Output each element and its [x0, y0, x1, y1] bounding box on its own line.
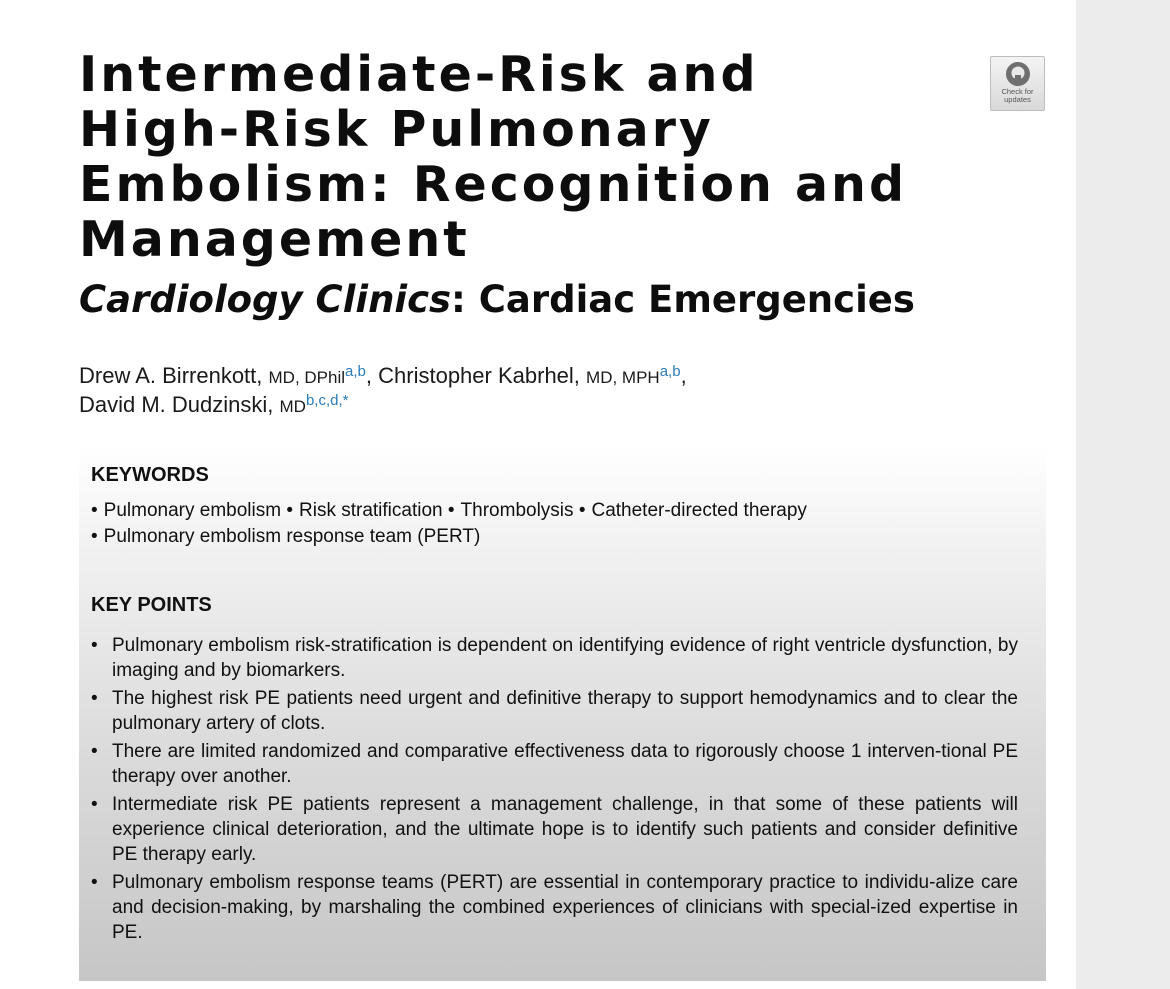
point-bullet: •	[91, 794, 98, 815]
author-separator: ,	[365, 363, 373, 388]
keyword: Catheter-directed therapy	[591, 500, 807, 521]
author-affiliation[interactable]: a,b	[659, 363, 681, 380]
keyword-bullet: •	[91, 526, 98, 547]
title-line: Embolism: Recognition and	[79, 156, 908, 213]
title-line: High-Risk Pulmonary	[79, 101, 714, 158]
key-points-heading: KEY POINTS	[91, 594, 212, 616]
keyword: Thrombolysis	[460, 500, 574, 521]
key-point	[91, 792, 1018, 867]
author-list	[79, 362, 979, 420]
keyword: Pulmonary embolism	[103, 500, 282, 521]
keywords-line-1	[91, 498, 807, 524]
keyword-bullet: •	[91, 500, 98, 521]
point-bullet: •	[91, 635, 98, 656]
keywords-heading: KEYWORDS	[91, 464, 209, 486]
keyword-bullet: •	[447, 500, 455, 521]
badge-label: Check for updates	[1001, 87, 1034, 104]
author-name: David M. Dudzinski,	[79, 392, 274, 417]
key-point	[91, 633, 1018, 683]
keyword: Risk stratification	[299, 500, 443, 521]
crossmark-icon	[1004, 60, 1032, 88]
key-point-text: The highest risk PE patients need urgent and definitive therapy to support hemodynamics and to clear the pulmonary artery of clots.	[112, 688, 1018, 734]
article-subtitle	[79, 277, 915, 323]
key-point-text: Pulmonary embolism response teams (PERT) are essential in contemporary practice to individu-alize care and decision-making, by marshaling the combined experiences of clinicians with special-ized expertise in PE.	[112, 872, 1018, 943]
author-degrees: MD, MPH	[586, 368, 660, 387]
key-points-list	[91, 633, 1018, 948]
keywords-line-2	[91, 524, 480, 550]
title-line: Management	[79, 211, 470, 268]
author-affiliation[interactable]: a,b	[345, 363, 366, 380]
key-point-text: There are limited randomized and comparative effectiveness data to rigorously choose 1 interven-tional PE therapy over another.	[112, 741, 1018, 787]
key-point	[91, 870, 1018, 945]
point-bullet: •	[91, 872, 98, 893]
issue-topic: : Cardiac Emergencies	[451, 278, 915, 321]
key-point-text: Intermediate risk PE patients represent a management challenge, in that some of these patients will experience clinical deterioration, and the ultimate hope is to identify such patients and consider definitive PE therapy early.	[112, 794, 1018, 865]
page-right-margin	[1076, 0, 1170, 989]
journal-name: Cardiology Clinics	[79, 278, 452, 321]
key-point-text: Pulmonary embolism risk-stratification is dependent on identifying evidence of right ventricle dysfunction, by imaging and by biomarkers.	[112, 635, 1018, 681]
keyword-bullet: •	[286, 500, 293, 521]
authors-line-1	[79, 362, 979, 391]
author-degrees: MD, DPhil	[268, 368, 346, 387]
author-separator: ,	[680, 363, 687, 388]
author-name: Christopher Kabrhel,	[378, 363, 580, 388]
keyword: Pulmonary embolism response team (PERT)	[103, 526, 481, 547]
authors-line-2	[79, 391, 979, 420]
key-point	[91, 686, 1018, 736]
keywords-keypoints-box	[79, 446, 1046, 981]
author-degrees: MD	[279, 397, 306, 416]
key-point	[91, 739, 1018, 789]
title-line: Intermediate-Risk and	[79, 46, 759, 103]
article-title	[79, 47, 979, 267]
check-for-updates-badge[interactable]	[990, 56, 1045, 111]
keyword-bullet: •	[578, 500, 586, 521]
point-bullet: •	[91, 741, 98, 762]
author-name: Drew A. Birrenkott,	[79, 363, 263, 388]
author-affiliation[interactable]: b,c,d,*	[305, 392, 349, 409]
point-bullet: •	[91, 688, 98, 709]
